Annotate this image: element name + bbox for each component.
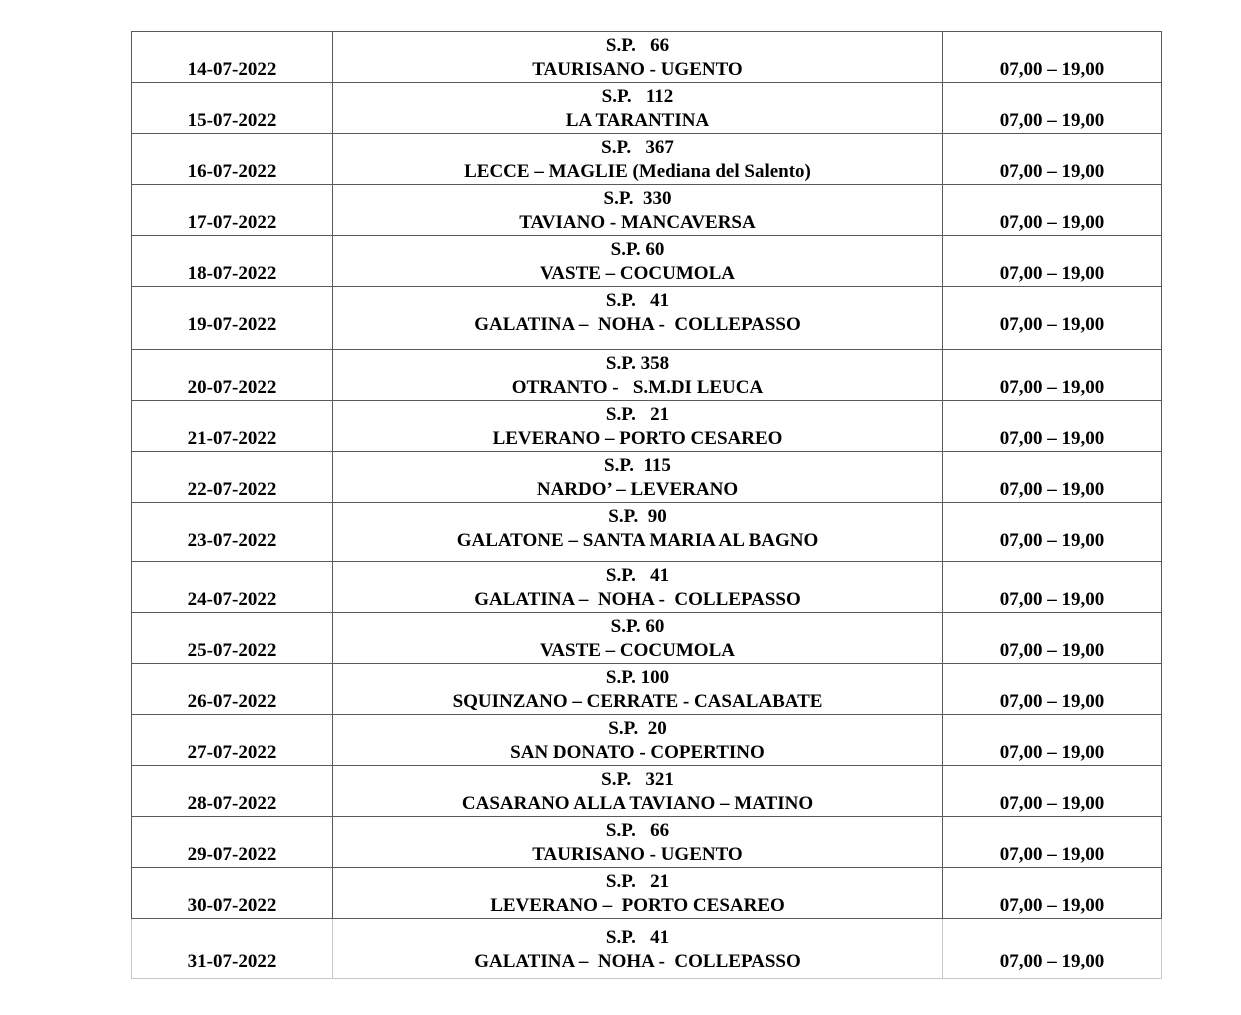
hours-text: 07,00 – 19,00 [999,640,1105,661]
date-cell [132,287,333,350]
date-cell [132,83,333,134]
date-text: 22-07-2022 [187,479,277,500]
date-text: 25-07-2022 [187,640,277,661]
road-name: SQUINZANO – CERRATE - CASALABATE [452,691,823,712]
hours-text: 07,00 – 19,00 [999,742,1105,763]
road-name: LA TARANTINA [565,110,710,131]
hours-text: 07,00 – 19,00 [999,844,1105,865]
date-cell [132,766,333,817]
road-code: S.P. 90 [608,506,667,527]
date-cell [132,919,333,979]
table-row [132,350,1162,401]
road-code: S.P. 66 [605,820,670,841]
road-name: TAURISANO - UGENTO [532,59,743,80]
hours-text: 07,00 – 19,00 [999,263,1105,284]
road-code: S.P. 330 [603,188,672,209]
date-text: 15-07-2022 [187,110,277,131]
road-cell [333,868,943,919]
date-text: 17-07-2022 [187,212,277,233]
road-name: CASARANO ALLA TAVIANO – MATINO [461,793,814,814]
road-cell [333,236,943,287]
road-name: GALATINA – NOHA - COLLEPASSO [474,589,801,610]
road-cell [333,452,943,503]
road-code: S.P. 66 [605,35,670,56]
table-row [132,185,1162,236]
road-name: TAVIANO - MANCAVERSA [519,212,756,233]
road-cell [333,613,943,664]
road-cell [333,766,943,817]
table-row [132,401,1162,452]
hours-text: 07,00 – 19,00 [999,428,1105,449]
road-cell [333,287,943,350]
road-cell [333,134,943,185]
road-code: S.P. 21 [605,871,670,892]
road-cell [333,185,943,236]
hours-text: 07,00 – 19,00 [999,314,1105,335]
date-text: 14-07-2022 [187,59,277,80]
date-text: 23-07-2022 [187,530,277,551]
hours-cell [943,919,1162,979]
date-text: 28-07-2022 [187,793,277,814]
road-cell [333,715,943,766]
table-row [132,83,1162,134]
date-cell [132,134,333,185]
table-row [132,766,1162,817]
road-code: S.P. 60 [610,239,665,260]
hours-text: 07,00 – 19,00 [999,589,1105,610]
road-code: S.P. 20 [608,718,667,739]
hours-text: 07,00 – 19,00 [999,793,1105,814]
hours-cell [943,868,1162,919]
hours-cell [943,134,1162,185]
road-cell [333,562,943,613]
schedule-table-body [132,32,1162,979]
date-text: 18-07-2022 [187,263,277,284]
hours-text: 07,00 – 19,00 [999,212,1105,233]
date-cell [132,236,333,287]
hours-text: 07,00 – 19,00 [999,161,1105,182]
date-text: 20-07-2022 [187,377,277,398]
road-name: SAN DONATO - COPERTINO [510,742,765,763]
hours-text: 07,00 – 19,00 [999,951,1105,972]
date-cell [132,562,333,613]
road-cell [333,401,943,452]
hours-cell [943,32,1162,83]
road-cell [333,664,943,715]
road-code: S.P. 367 [601,137,674,158]
date-text: 16-07-2022 [187,161,277,182]
date-text: 19-07-2022 [187,314,277,335]
road-code: S.P. 112 [601,86,674,107]
date-text: 29-07-2022 [187,844,277,865]
road-cell [333,817,943,868]
road-name: OTRANTO - S.M.DI LEUCA [511,377,764,398]
road-name: GALATINA – NOHA - COLLEPASSO [474,314,801,335]
date-cell [132,452,333,503]
table-row [132,287,1162,350]
road-name: GALATINA – NOHA - COLLEPASSO [474,951,801,972]
road-code: S.P. 41 [605,927,670,948]
hours-cell [943,185,1162,236]
table-row [132,503,1162,562]
date-text: 26-07-2022 [187,691,277,712]
road-code: S.P. 321 [601,769,674,790]
date-text: 24-07-2022 [187,589,277,610]
road-name: LEVERANO – PORTO CESAREO [492,428,783,449]
schedule-table [131,31,1162,979]
date-text: 30-07-2022 [187,895,277,916]
hours-cell [943,766,1162,817]
road-code: S.P. 115 [604,455,671,476]
road-name: NARDO’ – LEVERANO [536,479,739,500]
hours-cell [943,236,1162,287]
hours-cell [943,452,1162,503]
road-name: LECCE – MAGLIE (Mediana del Salento) [464,161,811,182]
date-text: 31-07-2022 [187,951,277,972]
table-row [132,715,1162,766]
date-cell [132,32,333,83]
road-code: S.P. 41 [605,290,670,311]
road-name: VASTE – COCUMOLA [540,263,735,284]
road-cell [333,350,943,401]
road-code: S.P. 358 [605,353,670,374]
road-name: LEVERANO – PORTO CESAREO [490,895,785,916]
hours-cell [943,350,1162,401]
road-name: VASTE – COCUMOLA [540,640,735,661]
table-row [132,452,1162,503]
date-cell [132,715,333,766]
hours-cell [943,83,1162,134]
hours-cell [943,287,1162,350]
road-code: S.P. 100 [605,667,670,688]
hours-text: 07,00 – 19,00 [999,110,1105,131]
date-cell [132,664,333,715]
road-cell [333,503,943,562]
date-text: 21-07-2022 [187,428,277,449]
table-row [132,613,1162,664]
hours-text: 07,00 – 19,00 [999,691,1105,712]
date-cell [132,401,333,452]
road-cell [333,919,943,979]
road-cell [333,83,943,134]
table-row [132,817,1162,868]
table-row [132,919,1162,979]
hours-text: 07,00 – 19,00 [999,59,1105,80]
hours-cell [943,715,1162,766]
hours-cell [943,562,1162,613]
hours-text: 07,00 – 19,00 [999,530,1105,551]
date-text: 27-07-2022 [187,742,277,763]
road-code: S.P. 60 [610,616,665,637]
table-row [132,236,1162,287]
road-name: TAURISANO - UGENTO [532,844,743,865]
road-code: S.P. 41 [605,565,670,586]
hours-text: 07,00 – 19,00 [999,377,1105,398]
road-name: GALATONE – SANTA MARIA AL BAGNO [456,530,819,551]
table-row [132,868,1162,919]
table-row [132,32,1162,83]
hours-text: 07,00 – 19,00 [999,895,1105,916]
hours-text: 07,00 – 19,00 [999,479,1105,500]
table-row [132,664,1162,715]
road-code: S.P. 21 [605,404,670,425]
hours-cell [943,817,1162,868]
road-cell [333,32,943,83]
hours-cell [943,664,1162,715]
date-cell [132,350,333,401]
date-cell [132,185,333,236]
date-cell [132,817,333,868]
date-cell [132,613,333,664]
date-cell [132,868,333,919]
date-cell [132,503,333,562]
table-row [132,134,1162,185]
hours-cell [943,503,1162,562]
hours-cell [943,401,1162,452]
table-row [132,562,1162,613]
hours-cell [943,613,1162,664]
